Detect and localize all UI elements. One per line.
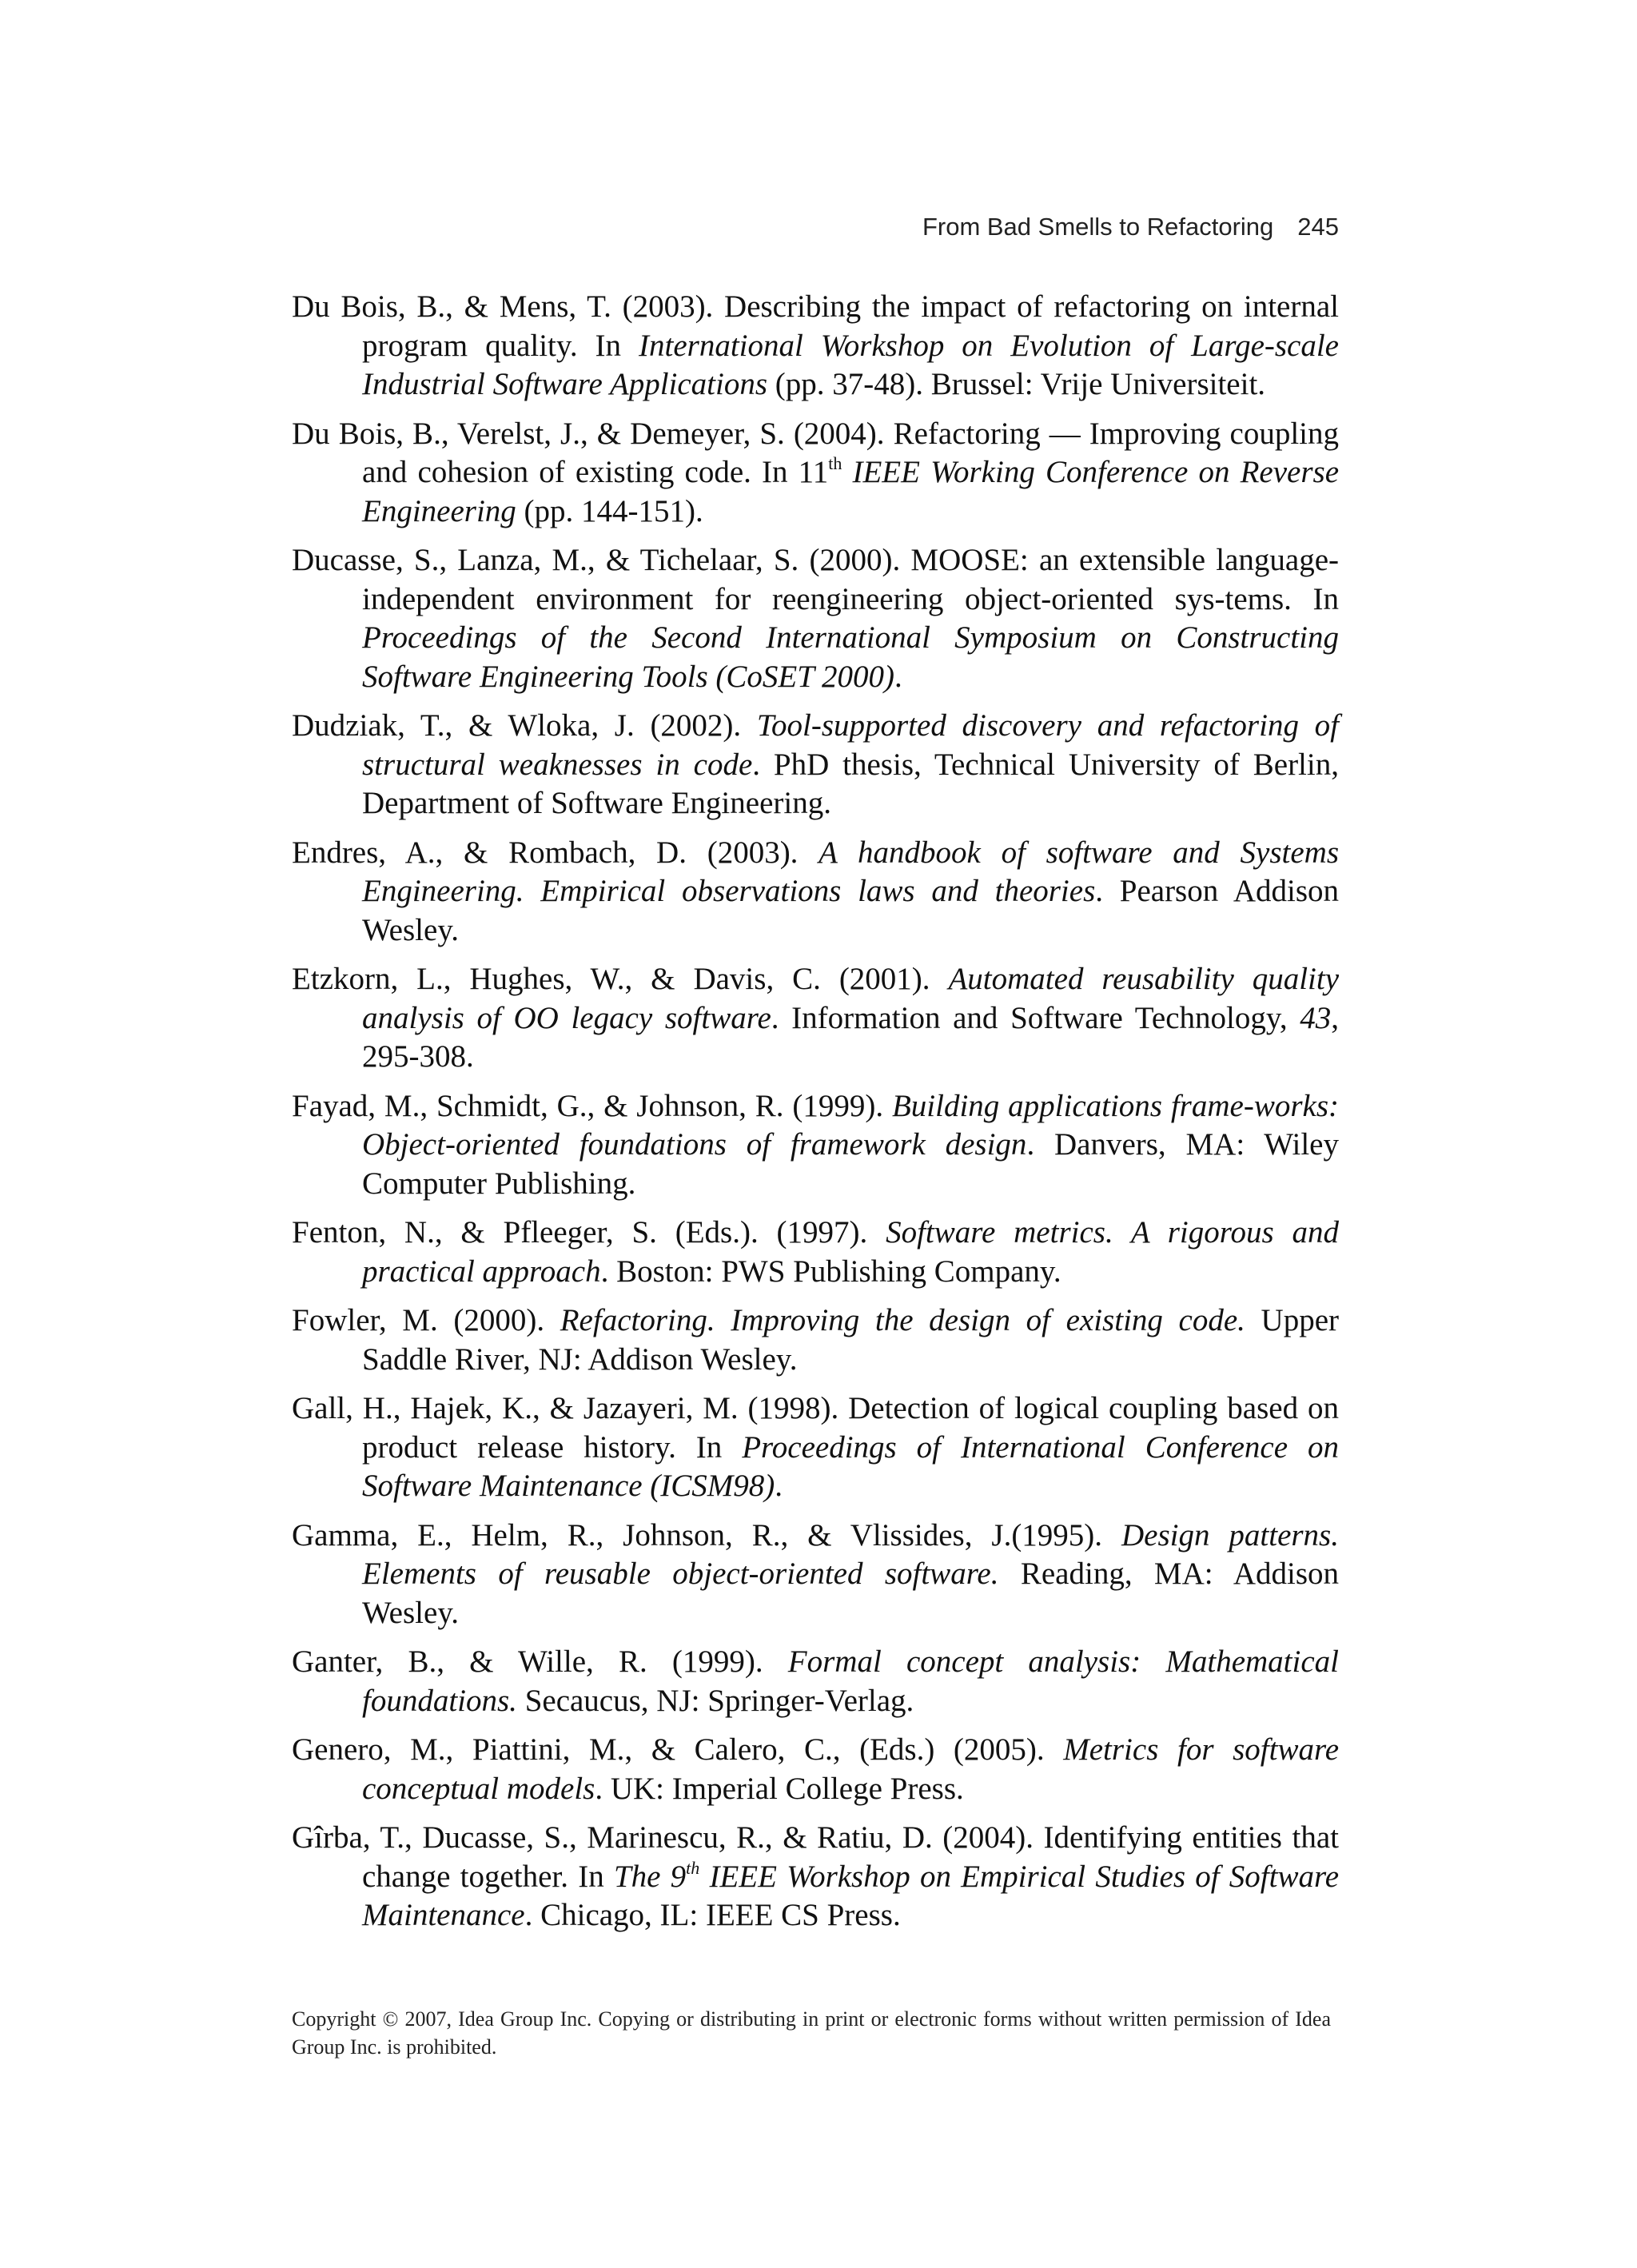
reference-title-text: Formal concept analysis: Mathematical foundations. xyxy=(362,1644,1339,1718)
reference-text: . Pearson Addison Wesley. xyxy=(362,874,1340,947)
reference-entry xyxy=(292,1643,1339,1720)
reference-text: . xyxy=(894,659,902,694)
reference-title-text: Software metrics. A rigorous and practical approach xyxy=(362,1215,1339,1289)
reference-title-text: The 9 xyxy=(613,1859,687,1894)
reference-title-text: th xyxy=(686,1857,700,1878)
reference-text: Dudziak, T., & Wloka, J. (2002). xyxy=(292,708,757,743)
reference-title-text: Proceedings of the Second International Symposium on Constructing Software Engineering Tools (CoSET 2000) xyxy=(362,620,1339,694)
reference-entry xyxy=(292,415,1339,532)
reference-title-text: Proceedings of International Conference on Software Maintenance (ICSM98) xyxy=(362,1429,1339,1503)
reference-entry xyxy=(292,1301,1339,1379)
page-number: 245 xyxy=(1297,213,1339,241)
reference-entry xyxy=(292,1214,1339,1291)
reference-text: . xyxy=(775,1469,783,1503)
reference-text: . Information and Software Technology, xyxy=(771,1000,1300,1035)
reference-text: Endres, A., & Rombach, D. (2003). xyxy=(292,835,819,870)
reference-text: Etzkorn, L., Hughes, W., & Davis, C. (2001). xyxy=(292,962,949,996)
reference-text: Fayad, M., Schmidt, G., & Johnson, R. (1999). xyxy=(292,1088,892,1123)
reference-title-text: International Workshop on Evolution of Large-scale Industrial Software Applications xyxy=(362,328,1339,401)
reference-text: Secaucus, NJ: Springer-Verlag. xyxy=(516,1683,914,1718)
reference-text: . PhD thesis, Technical University of Berlin, Department of Software Engineering. xyxy=(362,747,1339,820)
reference-title-text: Building applications frame-works: Object-oriented foundations of framework design xyxy=(362,1088,1339,1162)
reference-title-text: Automated reusability quality analysis of OO legacy software xyxy=(362,962,1340,1035)
reference-entry xyxy=(292,1731,1339,1808)
reference-text: Gîrba, T., Ducasse, S., Marinescu, R., & Ratiu, D. (2004). Identifying entities that change together. In xyxy=(292,1820,1339,1894)
reference-title-text: A handbook of software and Systems Engineering. Empirical observations laws and theories xyxy=(362,835,1339,908)
reference-entry xyxy=(292,1389,1339,1506)
reference-text: Gamma, E., Helm, R., Johnson, R., & Vlissides, J.(1995). xyxy=(292,1517,1121,1553)
reference-entry xyxy=(292,288,1339,405)
reference-entry xyxy=(292,1819,1339,1935)
reference-text: . Danvers, MA: Wiley Computer Publishing. xyxy=(362,1127,1339,1201)
reference-text: Fowler, M. (2000). xyxy=(292,1303,560,1337)
reference-text: Ganter, B., & Wille, R. (1999). xyxy=(292,1644,788,1679)
reference-text: th xyxy=(828,453,842,473)
reference-text: Ducasse, S., Lanza, M., & Tichelaar, S. (2000). MOOSE: an extensible language-independent environment for reengineering object-oriented sys-tems. In xyxy=(292,543,1339,616)
reference-list xyxy=(292,288,1339,1946)
reference-text xyxy=(842,455,852,489)
reference-entry xyxy=(292,1517,1339,1633)
reference-entry xyxy=(292,834,1339,951)
reference-entry xyxy=(292,707,1339,823)
reference-entry xyxy=(292,541,1339,696)
reference-text: . UK: Imperial College Press. xyxy=(595,1771,964,1806)
reference-title-text: Design patterns. Elements of reusable object-oriented software. xyxy=(362,1517,1339,1591)
running-title: From Bad Smells to Refactoring xyxy=(922,213,1274,241)
reference-title-text: IEEE Working Conference on Reverse Engineering xyxy=(362,455,1340,528)
reference-text: Reading, MA: Addison Wesley. xyxy=(362,1557,1339,1630)
reference-text: Upper Saddle River, NJ: Addison Wesley. xyxy=(362,1303,1339,1377)
reference-title-text: IEEE Workshop on Empirical Studies of Software Maintenance xyxy=(362,1859,1339,1932)
reference-title-text: Refactoring. Improving the design of existing code. xyxy=(560,1303,1245,1337)
reference-entry xyxy=(292,1087,1339,1204)
reference-text: , 295-308. xyxy=(362,1000,1339,1074)
reference-text: (pp. 37-48). Brussel: Vrije Universiteit. xyxy=(767,367,1266,401)
reference-title-text: Metrics for software conceptual models xyxy=(362,1732,1340,1806)
reference-title-text: 43 xyxy=(1300,1000,1332,1035)
reference-text: . Boston: PWS Publishing Company. xyxy=(600,1254,1061,1289)
reference-text: Fenton, N., & Pfleeger, S. (Eds.). (1997). xyxy=(292,1215,886,1250)
reference-text: (pp. 144-151). xyxy=(516,493,703,528)
reference-text: Du Bois, B., Verelst, J., & Demeyer, S. (2004). Refactoring — Improving coupling and cohesion of existing code. In 11 xyxy=(292,416,1339,489)
reference-entry xyxy=(292,960,1339,1077)
copyright-notice: Copyright © 2007, Idea Group Inc. Copying or distributing in print or electronic forms without written permission of Idea Group Inc. is prohibited. xyxy=(292,2007,1331,2059)
reference-text: Du Bois, B., & Mens, T. (2003). Describing the impact of refactoring on internal program quality. In xyxy=(292,289,1339,363)
running-header xyxy=(292,211,1339,243)
reference-text: . Chicago, IL: IEEE CS Press. xyxy=(524,1898,901,1932)
reference-text: Genero, M., Piattini, M., & Calero, C., (Eds.) (2005). xyxy=(292,1732,1064,1767)
reference-title-text: Tool-supported discovery and refactoring of structural weaknesses in code xyxy=(362,708,1339,782)
reference-text: Gall, H., Hajek, K., & Jazayeri, M. (1998). Detection of logical coupling based on product release history. In xyxy=(292,1391,1339,1465)
